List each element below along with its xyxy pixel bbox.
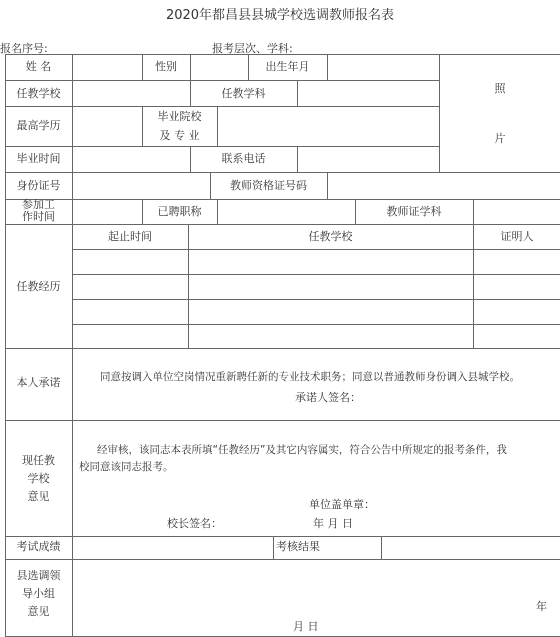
experience-school-header: 任教学校: [308, 230, 353, 243]
birth-label: 出生年月: [265, 60, 310, 73]
school-opinion-label-3: 意见: [27, 490, 50, 503]
professional-title-label: 已聘职称: [157, 205, 202, 218]
graduation-time-label: 毕业时间: [16, 152, 61, 165]
leader-opinion-month-day: 月 日: [293, 620, 319, 633]
form-title: 2020年都昌县县城学校选调教师报名表: [165, 8, 395, 23]
school-opinion-label-2: 学校: [27, 472, 50, 485]
unit-seal-label: 单位盖单章：: [309, 498, 375, 511]
leader-opinion-label-1: 县选调领: [16, 569, 61, 582]
principal-signature-label: 校长签名：: [167, 517, 222, 530]
exam-score-label: 考试成绩: [16, 540, 61, 553]
school-opinion-text-1: 经审核，该同志本表所填“任教经历”及其它内容属实，符合公告中所规定的报考条件，我: [97, 444, 507, 456]
experience-witness-header: 证明人: [500, 230, 534, 243]
registration-table: [5, 54, 560, 637]
serial-number-label: 报名序号:: [0, 42, 48, 55]
work-start-label-1: 参加工: [22, 198, 55, 211]
leader-opinion-label-3: 意见: [27, 605, 50, 618]
teacher-cert-number-label: 教师资格证号码: [230, 179, 307, 192]
pledge-label: 本人承诺: [16, 376, 61, 389]
id-number-label: 身份证号: [16, 179, 61, 192]
gender-label: 性别: [155, 60, 177, 73]
school-opinion-date: 年 月 日: [313, 517, 353, 530]
photo-label-top: 照: [494, 82, 506, 95]
education-label: 最高学历: [16, 119, 61, 132]
leader-opinion-label-2: 导小组: [22, 587, 55, 600]
phone-label: 联系电话: [221, 152, 266, 165]
pledge-signer-label: 承诺人签名：: [295, 391, 361, 404]
assessment-result-label: 考核结果: [276, 540, 320, 553]
school-opinion-text-2: 校同意该同志报考。: [79, 461, 174, 473]
pledge-text: 同意按调入单位空岗情况重新聘任新的专业技术职务；同意以普通教师身份调入县城学校。: [100, 371, 520, 383]
graduate-school-label-1: 毕业院校: [157, 110, 202, 123]
leader-opinion-year: 年: [536, 600, 547, 613]
cert-subject-label: 教师证学科: [386, 205, 442, 218]
subject-label: 任教学科: [221, 87, 266, 100]
school-opinion-label-1: 现任教: [22, 454, 55, 467]
photo-label-bottom: 片: [494, 132, 506, 145]
work-start-label-2: 作时间: [22, 210, 55, 223]
school-label: 任教学校: [16, 87, 61, 100]
name-label: 姓 名: [25, 60, 52, 73]
leader-opinion-label: [5, 567, 72, 621]
level-subject-label: 报考层次、学科:: [212, 42, 293, 55]
experience-label: 任教经历: [16, 280, 61, 293]
experience-period-header: 起止时间: [108, 230, 152, 243]
graduate-school-label-2: 及 专 业: [159, 129, 200, 142]
school-opinion-label: [5, 452, 72, 506]
